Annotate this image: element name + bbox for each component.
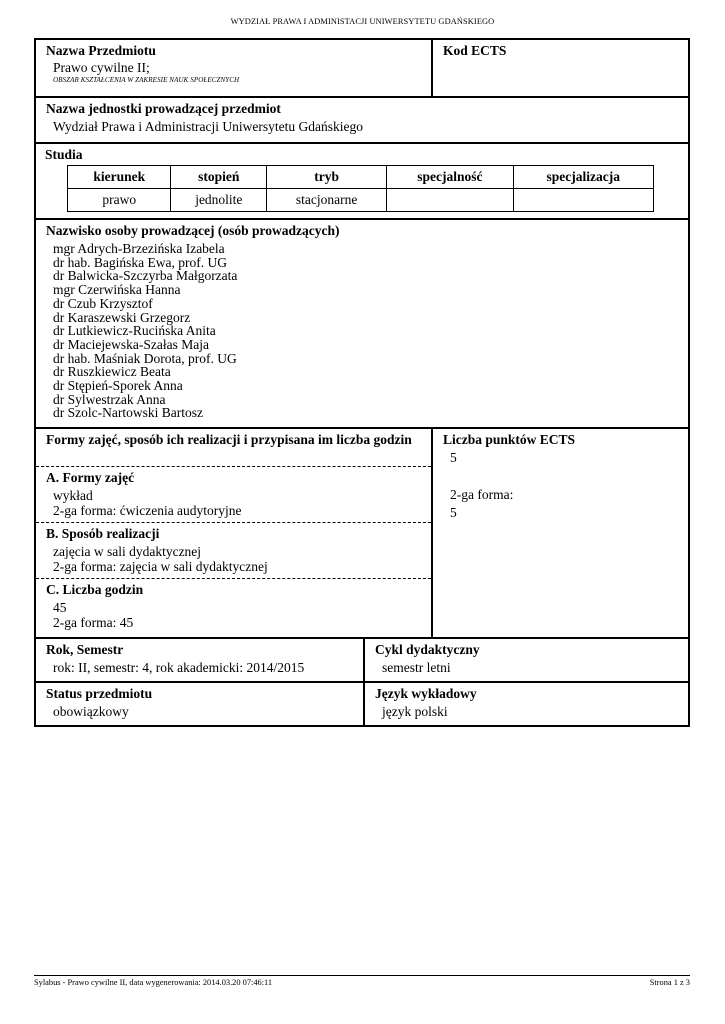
studies-row: [36, 144, 688, 220]
status-row: [36, 683, 688, 725]
year-cell: [36, 639, 365, 681]
studies-value-stopien: jednolite: [171, 189, 267, 212]
lecturer-item: mgr Czerwińska Hanna: [53, 282, 181, 298]
cycle-value: semestr letni: [382, 660, 451, 675]
year-row: [36, 639, 688, 683]
status-cell: [36, 683, 365, 725]
forms-b-section: [36, 523, 431, 579]
lecturer-item: dr Stępień-Sporek Anna: [53, 378, 183, 394]
subject-name: Prawo cywilne II;: [53, 60, 150, 75]
forms-c-line2: 2-ga forma: 45: [53, 614, 134, 630]
subject-label: Nazwa Przedmiotu: [46, 43, 156, 58]
subject-cell: [36, 40, 433, 96]
lecturer-item: mgr Adrych-Brzezińska Izabela: [53, 241, 225, 256]
language-cell: [365, 683, 688, 725]
studies-label: Studia: [45, 147, 83, 162]
ects-points-value: 5: [450, 450, 457, 465]
language-value: język polski: [382, 704, 448, 719]
studies-cell: [36, 144, 688, 218]
forms-b-line1: zajęcia w sali dydaktycznej: [53, 544, 202, 559]
lecturer-item: dr Ruszkiewicz Beata: [53, 364, 171, 380]
forms-b-label: B. Sposób realizacji: [46, 526, 160, 541]
lecturer-item: dr Czub Krzysztof: [53, 295, 153, 311]
status-label: Status przedmiotu: [46, 686, 153, 701]
lecturer-item: dr hab. Maśniak Dorota, prof. UG: [53, 350, 237, 366]
forms-a-line2: 2-ga forma: ćwiczenia audytoryjne: [53, 502, 242, 518]
lecturer-item: dr Karaszewski Grzegorz: [53, 309, 191, 325]
studies-header-specjalizacja: specjalizacja: [513, 166, 653, 189]
lecturers-row: [36, 220, 688, 429]
footer-generated: Sylabus - Prawo cywilne II, data wygenerowania: 2014.03.20 07:46:11: [34, 978, 273, 987]
footer-page-number: Strona 1 z 3: [649, 978, 690, 987]
studies-header-specjalnosc: specjalność: [387, 166, 513, 189]
forms-label: Formy zajęć, sposób ich realizacji i przypisana im liczba godzin: [46, 432, 412, 447]
studies-table: [67, 165, 654, 212]
forms-a-line1: wykład: [53, 488, 93, 503]
page-header: WYDZIAŁ PRAWA I ADMINISTACJI UNIWERSYTETU GDAŃSKIEGO: [230, 17, 495, 26]
forms-row: [36, 429, 688, 639]
page-footer: [34, 975, 690, 987]
studies-header-kierunek: kierunek: [68, 166, 171, 189]
year-value: rok: II, semestr: 4, rok akademicki: 2014/2015: [53, 660, 305, 675]
studies-value-specjalizacja: [513, 189, 653, 212]
forms-c-label: C. Liczba godzin: [46, 582, 144, 597]
ects-code-label: Kod ECTS: [443, 43, 507, 58]
studies-header-stopien: stopień: [171, 166, 267, 189]
forms-cell: [36, 429, 433, 637]
lecturer-item: dr Szolc-Nartowski Bartosz: [53, 405, 203, 421]
ects-code-cell: [433, 40, 688, 96]
subject-area: OBSZAR KSZTAŁCENIA W ZAKRESIE NAUK SPOŁECZNYCH: [53, 75, 240, 84]
lecturers-label: Nazwisko osoby prowadzącej (osób prowadzących): [46, 223, 340, 238]
subject-row: [36, 40, 688, 98]
year-label: Rok, Semestr: [46, 642, 124, 657]
lecturers-list: [46, 242, 678, 420]
forms-header: [36, 429, 431, 467]
lecturer-item: dr Sylwestrzak Anna: [53, 391, 166, 407]
lecturer-item: dr Balwicka-Szczyrba Małgorzata: [53, 268, 238, 284]
syllabus-table: [34, 38, 690, 727]
forms-c-section: [36, 579, 431, 634]
unit-label: Nazwa jednostki prowadzącej przedmiot: [46, 101, 281, 116]
unit-cell: [36, 98, 688, 142]
ects-points-second-label: 2-ga forma:: [450, 486, 514, 502]
studies-value-row: [68, 189, 654, 212]
forms-c-line1: 45: [53, 600, 67, 615]
unit-row: [36, 98, 688, 144]
ects-points-cell: [433, 429, 688, 637]
cycle-label: Cykl dydaktyczny: [375, 642, 480, 657]
lecturer-item: dr Maciejewska-Szałas Maja: [53, 336, 209, 352]
language-label: Język wykładowy: [375, 686, 477, 701]
ects-points-second-value: 5: [450, 505, 457, 520]
forms-a-section: [36, 467, 431, 523]
ects-points-label: Liczba punktów ECTS: [443, 432, 576, 447]
studies-value-kierunek: prawo: [68, 189, 171, 212]
forms-a-label: A. Formy zajęć: [46, 470, 135, 485]
lecturer-item: dr hab. Bagińska Ewa, prof. UG: [53, 254, 227, 270]
lecturers-cell: [36, 220, 688, 427]
lecturer-item: dr Lutkiewicz-Rucińska Anita: [53, 323, 216, 339]
studies-value-tryb: stacjonarne: [267, 189, 387, 212]
cycle-cell: [365, 639, 688, 681]
studies-value-specjalnosc: [387, 189, 513, 212]
studies-header-tryb: tryb: [267, 166, 387, 189]
studies-header-row: [68, 166, 654, 189]
unit-value: Wydział Prawa i Administracji Uniwersytetu Gdańskiego: [53, 119, 363, 134]
forms-b-line2: 2-ga forma: zajęcia w sali dydaktycznej: [53, 558, 268, 574]
status-value: obowiązkowy: [53, 704, 129, 719]
